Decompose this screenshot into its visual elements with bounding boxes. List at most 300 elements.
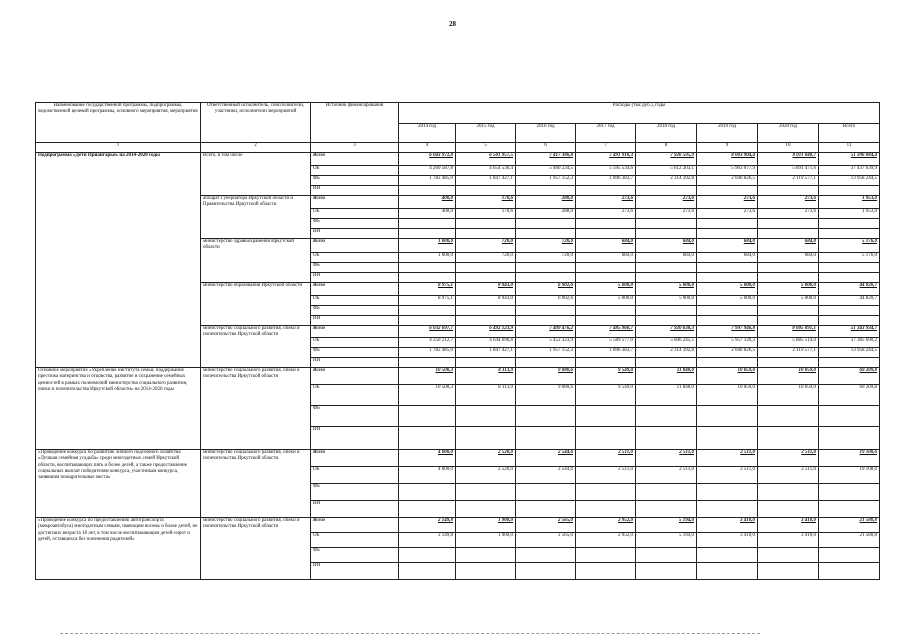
total-cell: 51 343 934,7 xyxy=(819,326,880,338)
funding-source-cell: ИИ xyxy=(311,229,399,239)
total-cell: 21 580,8 xyxy=(819,518,880,533)
funding-source-cell: ОБ xyxy=(311,533,399,548)
value-cell xyxy=(399,484,456,501)
value-cell xyxy=(636,229,697,239)
value-cell: 5 885 514,0 xyxy=(758,338,819,348)
value-cell xyxy=(697,219,758,229)
value-cell: 400,0 xyxy=(399,209,456,219)
value-cell: 8 943,0 xyxy=(456,283,516,296)
value-cell: 684,0 xyxy=(576,239,636,253)
total-cell xyxy=(819,484,880,501)
value-cell: 5 963 077,9 xyxy=(697,166,758,176)
value-cell: 400,0 xyxy=(399,196,456,209)
value-cell: 288,0 xyxy=(516,196,576,209)
value-cell: 9 080,6 xyxy=(516,368,576,385)
value-cell xyxy=(399,219,456,229)
funding-source-cell: ИИ xyxy=(311,186,399,196)
value-cell: 7 409 476,2 xyxy=(516,326,576,338)
value-cell: 10 059,0 xyxy=(758,368,819,385)
value-cell: 1 847 427,1 xyxy=(456,348,516,358)
value-cell xyxy=(456,501,516,518)
value-cell: 1 957 152,3 xyxy=(516,176,576,186)
value-cell xyxy=(758,563,819,580)
value-cell: 4 260 587,8 xyxy=(399,166,456,176)
total-cell: 19 108,6 xyxy=(819,450,880,467)
value-cell: 2 565,0 xyxy=(516,518,576,533)
funding-source-cell: ИИ xyxy=(311,563,399,580)
value-cell xyxy=(399,548,456,563)
value-cell: 2 119 577,1 xyxy=(758,348,819,358)
value-cell: 5 194,0 xyxy=(636,533,697,548)
value-cell xyxy=(576,316,636,326)
value-cell xyxy=(758,229,819,239)
value-cell xyxy=(636,358,697,368)
value-cell xyxy=(697,484,758,501)
funding-source-cell: Всего xyxy=(311,518,399,533)
table-row xyxy=(36,153,880,166)
value-cell xyxy=(576,563,636,580)
column-number: 10 xyxy=(758,143,819,153)
value-cell xyxy=(399,406,456,427)
total-cell xyxy=(819,358,880,368)
value-cell: 1 847 427,1 xyxy=(456,176,516,186)
executor-cell: министерство образования Иркутской области xyxy=(201,283,311,326)
value-cell: 5 460 234,5 xyxy=(516,166,576,176)
value-cell: 2 565,0 xyxy=(516,533,576,548)
section-name: «Проведение конкурса по предоставлению автотранспорта (микроавтобуса) многодетным семьям, имеющим восемь и более детей, не достигших возраста 18 лет, в том числе воспитывающим детей-сирот и детей, оставшихся без попечения родителей» xyxy=(36,518,201,580)
value-cell: 273,6 xyxy=(758,196,819,209)
funding-source-cell: ИИ xyxy=(311,427,399,450)
table-row xyxy=(36,368,880,385)
value-cell: 5 612 203,1 xyxy=(636,166,697,176)
value-cell: 170,6 xyxy=(456,209,516,219)
value-cell: 10 500,3 xyxy=(399,385,456,406)
value-cell xyxy=(399,501,456,518)
value-cell xyxy=(697,186,758,196)
value-cell xyxy=(516,548,576,563)
funding-source-cell: ФБ xyxy=(311,263,399,273)
column-number: 9 xyxy=(697,143,758,153)
funding-source-cell: ФБ xyxy=(311,219,399,229)
section-name: «Проведение конкурса по развитию личного подсобного хозяйства «Лучшая семейная усадьба» среди многодетных семей Иркутской области, воспитывающих пять и более детей, а также предоставление социальных выплат победителям конкурса, участникам конкурса, занявшим поощрительные места» xyxy=(36,450,201,518)
value-cell: 273,6 xyxy=(636,196,697,209)
value-cell: 1 957 152,3 xyxy=(516,348,576,358)
funding-source-cell: ФБ xyxy=(311,348,399,358)
table-body xyxy=(36,153,880,580)
value-cell xyxy=(456,306,516,316)
value-cell xyxy=(516,306,576,316)
value-cell xyxy=(516,501,576,518)
value-cell: 5 000,0 xyxy=(636,283,697,296)
total-cell: 19 108,6 xyxy=(819,467,880,484)
section-name: Основное мероприятие «Укрепление института семьи, поддержание престижа материнства и отцовства, развитие и сохранение семейных ценностей в рамках полномочий министерства социального развития, опеки и попечительства Иркутской области» на 2014-2020 годы xyxy=(36,368,201,450)
header-year: 2018 год xyxy=(636,124,697,143)
value-cell xyxy=(697,501,758,518)
header-year: 2016 год xyxy=(516,124,576,143)
total-cell: 1 953,0 xyxy=(819,209,880,219)
total-cell: 44 820,7 xyxy=(819,283,880,296)
value-cell xyxy=(697,263,758,273)
total-cell: 13 958 244,5 xyxy=(819,348,880,358)
value-cell: 1 900,0 xyxy=(456,533,516,548)
value-cell xyxy=(636,263,697,273)
value-cell: 1 782 485,0 xyxy=(399,348,456,358)
value-cell: 4 000,0 xyxy=(399,467,456,484)
value-cell: 4 644 696,8 xyxy=(456,338,516,348)
value-cell xyxy=(758,306,819,316)
value-cell xyxy=(697,316,758,326)
value-cell: 2 511,0 xyxy=(697,450,758,467)
value-cell xyxy=(516,263,576,273)
value-cell: 2 511,0 xyxy=(576,450,636,467)
value-cell: 5 595 534,6 xyxy=(576,166,636,176)
value-cell xyxy=(576,501,636,518)
funding-source-cell: ОБ xyxy=(311,338,399,348)
value-cell: 5 194,0 xyxy=(636,518,697,533)
value-cell: 4 250 212,7 xyxy=(399,338,456,348)
funding-source-cell: ФБ xyxy=(311,484,399,501)
total-cell xyxy=(819,229,880,239)
value-cell: 1 900,0 xyxy=(456,518,516,533)
value-cell xyxy=(399,186,456,196)
value-cell: 684,0 xyxy=(576,253,636,263)
value-cell: 2 520,0 xyxy=(456,450,516,467)
value-cell xyxy=(758,548,819,563)
executor-cell: министерство социального развития, опеки и попечительства Иркутской области xyxy=(201,368,311,450)
value-cell: 6 032 697,7 xyxy=(399,326,456,338)
value-cell xyxy=(636,186,697,196)
value-cell xyxy=(399,563,456,580)
value-cell: 9 549,0 xyxy=(576,385,636,406)
value-cell: 9 080,6 xyxy=(516,385,576,406)
value-cell xyxy=(456,358,516,368)
value-cell xyxy=(456,229,516,239)
column-number: 2 xyxy=(201,143,311,153)
value-cell: 273,6 xyxy=(636,209,697,219)
value-cell: 3 410,0 xyxy=(758,518,819,533)
page-bottom-divider xyxy=(60,630,760,634)
value-cell: 2 149,8 xyxy=(399,533,456,548)
value-cell: 720,0 xyxy=(516,253,576,263)
value-cell xyxy=(576,229,636,239)
value-cell xyxy=(758,406,819,427)
funding-source-cell: ОБ xyxy=(311,253,399,263)
column-number: 4 xyxy=(399,143,456,153)
funding-source-cell: ОБ xyxy=(311,385,399,406)
value-cell: 720,0 xyxy=(456,239,516,253)
value-cell xyxy=(697,427,758,450)
funding-source-cell: Всего xyxy=(311,153,399,166)
value-cell: 8 005 091,1 xyxy=(758,326,819,338)
executor-cell: Всего, в том числе xyxy=(201,153,311,196)
value-cell: 8 975,1 xyxy=(399,283,456,296)
value-cell: 1 782 485,0 xyxy=(399,176,456,186)
funding-source-cell: ФБ xyxy=(311,306,399,316)
value-cell xyxy=(399,306,456,316)
funding-source-cell: ОБ xyxy=(311,209,399,219)
total-cell: 69 209,8 xyxy=(819,385,880,406)
value-cell xyxy=(576,484,636,501)
value-cell: 1 896 383,7 xyxy=(576,176,636,186)
value-cell: 6 902,6 xyxy=(516,283,576,296)
value-cell: 11 848,0 xyxy=(636,368,697,385)
funding-source-cell: ФБ xyxy=(311,548,399,563)
value-cell: 2 314 392,8 xyxy=(636,176,697,186)
value-cell: 2 511,0 xyxy=(636,450,697,467)
section-name: Подпрограмма «Дети Приангарья» на 2014-2020 годы xyxy=(36,153,201,368)
column-number: 11 xyxy=(819,143,880,153)
value-cell xyxy=(758,316,819,326)
value-cell: 5 000,0 xyxy=(697,296,758,306)
value-cell: 3 410,0 xyxy=(697,533,758,548)
header-year: 2019 год xyxy=(697,124,758,143)
funding-source-cell: Всего xyxy=(311,368,399,385)
value-cell: 7 485 960,7 xyxy=(576,326,636,338)
value-cell: 1 000,0 xyxy=(399,239,456,253)
value-cell xyxy=(636,501,697,518)
funding-source-cell: Всего xyxy=(311,239,399,253)
value-cell: 5 000,0 xyxy=(636,296,697,306)
value-cell: 8 011 048,7 xyxy=(758,153,819,166)
total-cell: 13 958 244,5 xyxy=(819,176,880,186)
value-cell: 5 000,0 xyxy=(758,296,819,306)
value-cell: 3 410,0 xyxy=(697,518,758,533)
value-cell: 2 544,6 xyxy=(516,467,576,484)
funding-source-cell: ОБ xyxy=(311,467,399,484)
value-cell: 684,0 xyxy=(636,253,697,263)
executor-cell: министерство здравоохранения Иркутской области xyxy=(201,239,311,283)
value-cell xyxy=(758,186,819,196)
column-number: 3 xyxy=(311,143,399,153)
value-cell: 273,6 xyxy=(697,196,758,209)
total-cell: 37 385 690,2 xyxy=(819,338,880,348)
column-number: 7 xyxy=(576,143,636,153)
value-cell: 2 040 826,5 xyxy=(697,348,758,358)
column-number: 6 xyxy=(516,143,576,153)
total-cell: 5 176,0 xyxy=(819,253,880,263)
value-cell xyxy=(456,273,516,283)
value-cell xyxy=(576,219,636,229)
value-cell: 288,0 xyxy=(516,209,576,219)
funding-source-cell: ОБ xyxy=(311,296,399,306)
value-cell: 170,6 xyxy=(456,196,516,209)
value-cell xyxy=(456,563,516,580)
value-cell xyxy=(758,263,819,273)
total-cell: 44 820,7 xyxy=(819,296,880,306)
value-cell xyxy=(758,484,819,501)
value-cell: 10 059,0 xyxy=(697,385,758,406)
header-funding-source: Источник финансирования xyxy=(311,103,399,143)
value-cell: 684,0 xyxy=(636,239,697,253)
value-cell xyxy=(576,186,636,196)
column-number: 5 xyxy=(456,143,516,153)
value-cell: 273,6 xyxy=(576,196,636,209)
value-cell xyxy=(697,358,758,368)
total-cell xyxy=(819,186,880,196)
value-cell xyxy=(636,306,697,316)
value-cell xyxy=(456,406,516,427)
value-cell: 2 119 577,1 xyxy=(758,176,819,186)
value-cell: 1 896 383,7 xyxy=(576,348,636,358)
header-year: 2020 год xyxy=(758,124,819,143)
value-cell xyxy=(697,548,758,563)
funding-source-cell: Всего xyxy=(311,283,399,296)
value-cell: 684,0 xyxy=(697,253,758,263)
value-cell: 6 902,6 xyxy=(516,296,576,306)
value-cell: 684,0 xyxy=(758,253,819,263)
value-cell: 2 511,0 xyxy=(636,467,697,484)
value-cell xyxy=(399,273,456,283)
value-cell xyxy=(758,219,819,229)
value-cell xyxy=(636,273,697,283)
total-cell xyxy=(819,501,880,518)
value-cell xyxy=(399,229,456,239)
value-cell: 8 003 904,4 xyxy=(697,153,758,166)
value-cell xyxy=(456,219,516,229)
funding-source-cell: ОБ xyxy=(311,166,399,176)
total-cell xyxy=(819,273,880,283)
value-cell xyxy=(576,548,636,563)
executor-cell: министерство социального развития, опеки и попечительства Иркутской области xyxy=(201,450,311,518)
value-cell: 7 417 386,8 xyxy=(516,153,576,166)
value-cell xyxy=(697,229,758,239)
value-cell: 5 000,0 xyxy=(758,283,819,296)
value-cell xyxy=(516,186,576,196)
value-cell xyxy=(456,263,516,273)
value-cell xyxy=(636,427,697,450)
value-cell xyxy=(697,406,758,427)
total-cell: 69 209,8 xyxy=(819,368,880,385)
value-cell xyxy=(516,316,576,326)
value-cell xyxy=(456,316,516,326)
value-cell xyxy=(576,306,636,316)
executor-cell: министерство социального развития, опеки и попечительства Иркутской области xyxy=(201,518,311,580)
value-cell: 2 314 392,8 xyxy=(636,348,697,358)
value-cell: 2 544,6 xyxy=(516,450,576,467)
value-cell: 4 000,0 xyxy=(399,450,456,467)
value-cell: 273,6 xyxy=(697,209,758,219)
value-cell: 2 149,8 xyxy=(399,518,456,533)
total-cell: 1 953,0 xyxy=(819,196,880,209)
value-cell: 2 511,0 xyxy=(758,450,819,467)
value-cell: 6 501 957,5 xyxy=(456,153,516,166)
header-total: Всего xyxy=(819,124,880,143)
value-cell xyxy=(456,186,516,196)
value-cell: 10 059,0 xyxy=(758,385,819,406)
header-year: 2014 год xyxy=(399,124,456,143)
value-cell: 9 549,0 xyxy=(576,368,636,385)
value-cell: 7 920 638,3 xyxy=(636,326,697,338)
value-cell xyxy=(636,406,697,427)
value-cell: 5 606 245,5 xyxy=(636,338,697,348)
header-executor: Ответственный исполнитель, соисполнители, участники, исполнители мероприятий xyxy=(201,103,311,143)
value-cell xyxy=(758,273,819,283)
value-cell xyxy=(516,484,576,501)
value-cell: 684,0 xyxy=(758,239,819,253)
value-cell: 8 943,0 xyxy=(456,296,516,306)
executor-cell: аппарат Губернатора Иркутской области и Правительства Иркутской области xyxy=(201,196,311,239)
funding-source-cell: Всего xyxy=(311,326,399,338)
value-cell: 5 891 471,6 xyxy=(758,166,819,176)
value-cell xyxy=(576,263,636,273)
value-cell: 3 410,0 xyxy=(758,533,819,548)
value-cell xyxy=(399,263,456,273)
table-row xyxy=(36,518,880,533)
value-cell: 8 113,9 xyxy=(456,368,516,385)
value-cell: 5 000,0 xyxy=(697,283,758,296)
value-cell: 273,6 xyxy=(758,209,819,219)
total-cell xyxy=(819,306,880,316)
value-cell xyxy=(758,501,819,518)
value-cell xyxy=(576,406,636,427)
value-cell: 2 511,0 xyxy=(697,467,758,484)
value-cell: 720,0 xyxy=(516,239,576,253)
value-cell: 720,0 xyxy=(456,253,516,263)
value-cell xyxy=(516,563,576,580)
value-cell: 8 975,1 xyxy=(399,296,456,306)
funding-source-cell: ИИ xyxy=(311,358,399,368)
header-year: 2015 год xyxy=(456,124,516,143)
value-cell xyxy=(636,484,697,501)
value-cell: 2 952,0 xyxy=(576,533,636,548)
header-year: 2017 год xyxy=(576,124,636,143)
value-cell: 10 059,0 xyxy=(697,368,758,385)
value-cell xyxy=(516,219,576,229)
value-cell: 8 113,9 xyxy=(456,385,516,406)
total-cell xyxy=(819,219,880,229)
value-cell xyxy=(636,563,697,580)
value-cell xyxy=(516,229,576,239)
value-cell: 2 520,0 xyxy=(456,467,516,484)
total-cell xyxy=(819,548,880,563)
value-cell: 4 654 530,4 xyxy=(456,166,516,176)
total-cell: 5 176,0 xyxy=(819,239,880,253)
value-cell xyxy=(576,273,636,283)
total-cell xyxy=(819,406,880,427)
table-row xyxy=(36,450,880,467)
value-cell xyxy=(516,358,576,368)
value-cell: 6 043 972,8 xyxy=(399,153,456,166)
value-cell xyxy=(758,358,819,368)
value-cell: 5 000,0 xyxy=(576,283,636,296)
page-number: 28 xyxy=(449,20,456,28)
value-cell: 5 000,0 xyxy=(576,296,636,306)
value-cell xyxy=(456,548,516,563)
value-cell xyxy=(576,358,636,368)
value-cell: 7 997 946,8 xyxy=(697,326,758,338)
value-cell: 2 511,0 xyxy=(758,467,819,484)
value-cell xyxy=(456,427,516,450)
value-cell xyxy=(399,316,456,326)
total-cell: 37 437 639,9 xyxy=(819,166,880,176)
value-cell xyxy=(399,358,456,368)
value-cell xyxy=(697,273,758,283)
value-cell xyxy=(456,484,516,501)
value-cell: 5 589 577,0 xyxy=(576,338,636,348)
value-cell: 2 952,0 xyxy=(576,518,636,533)
funding-source-cell: Всего xyxy=(311,196,399,209)
value-cell xyxy=(636,316,697,326)
funding-source-cell: ИИ xyxy=(311,501,399,518)
funding-source-cell: ИИ xyxy=(311,273,399,283)
value-cell: 2 040 826,5 xyxy=(697,176,758,186)
total-cell xyxy=(819,563,880,580)
total-cell xyxy=(819,427,880,450)
value-cell xyxy=(636,548,697,563)
total-cell xyxy=(819,316,880,326)
value-cell: 6 492 123,9 xyxy=(456,326,516,338)
value-cell xyxy=(697,563,758,580)
